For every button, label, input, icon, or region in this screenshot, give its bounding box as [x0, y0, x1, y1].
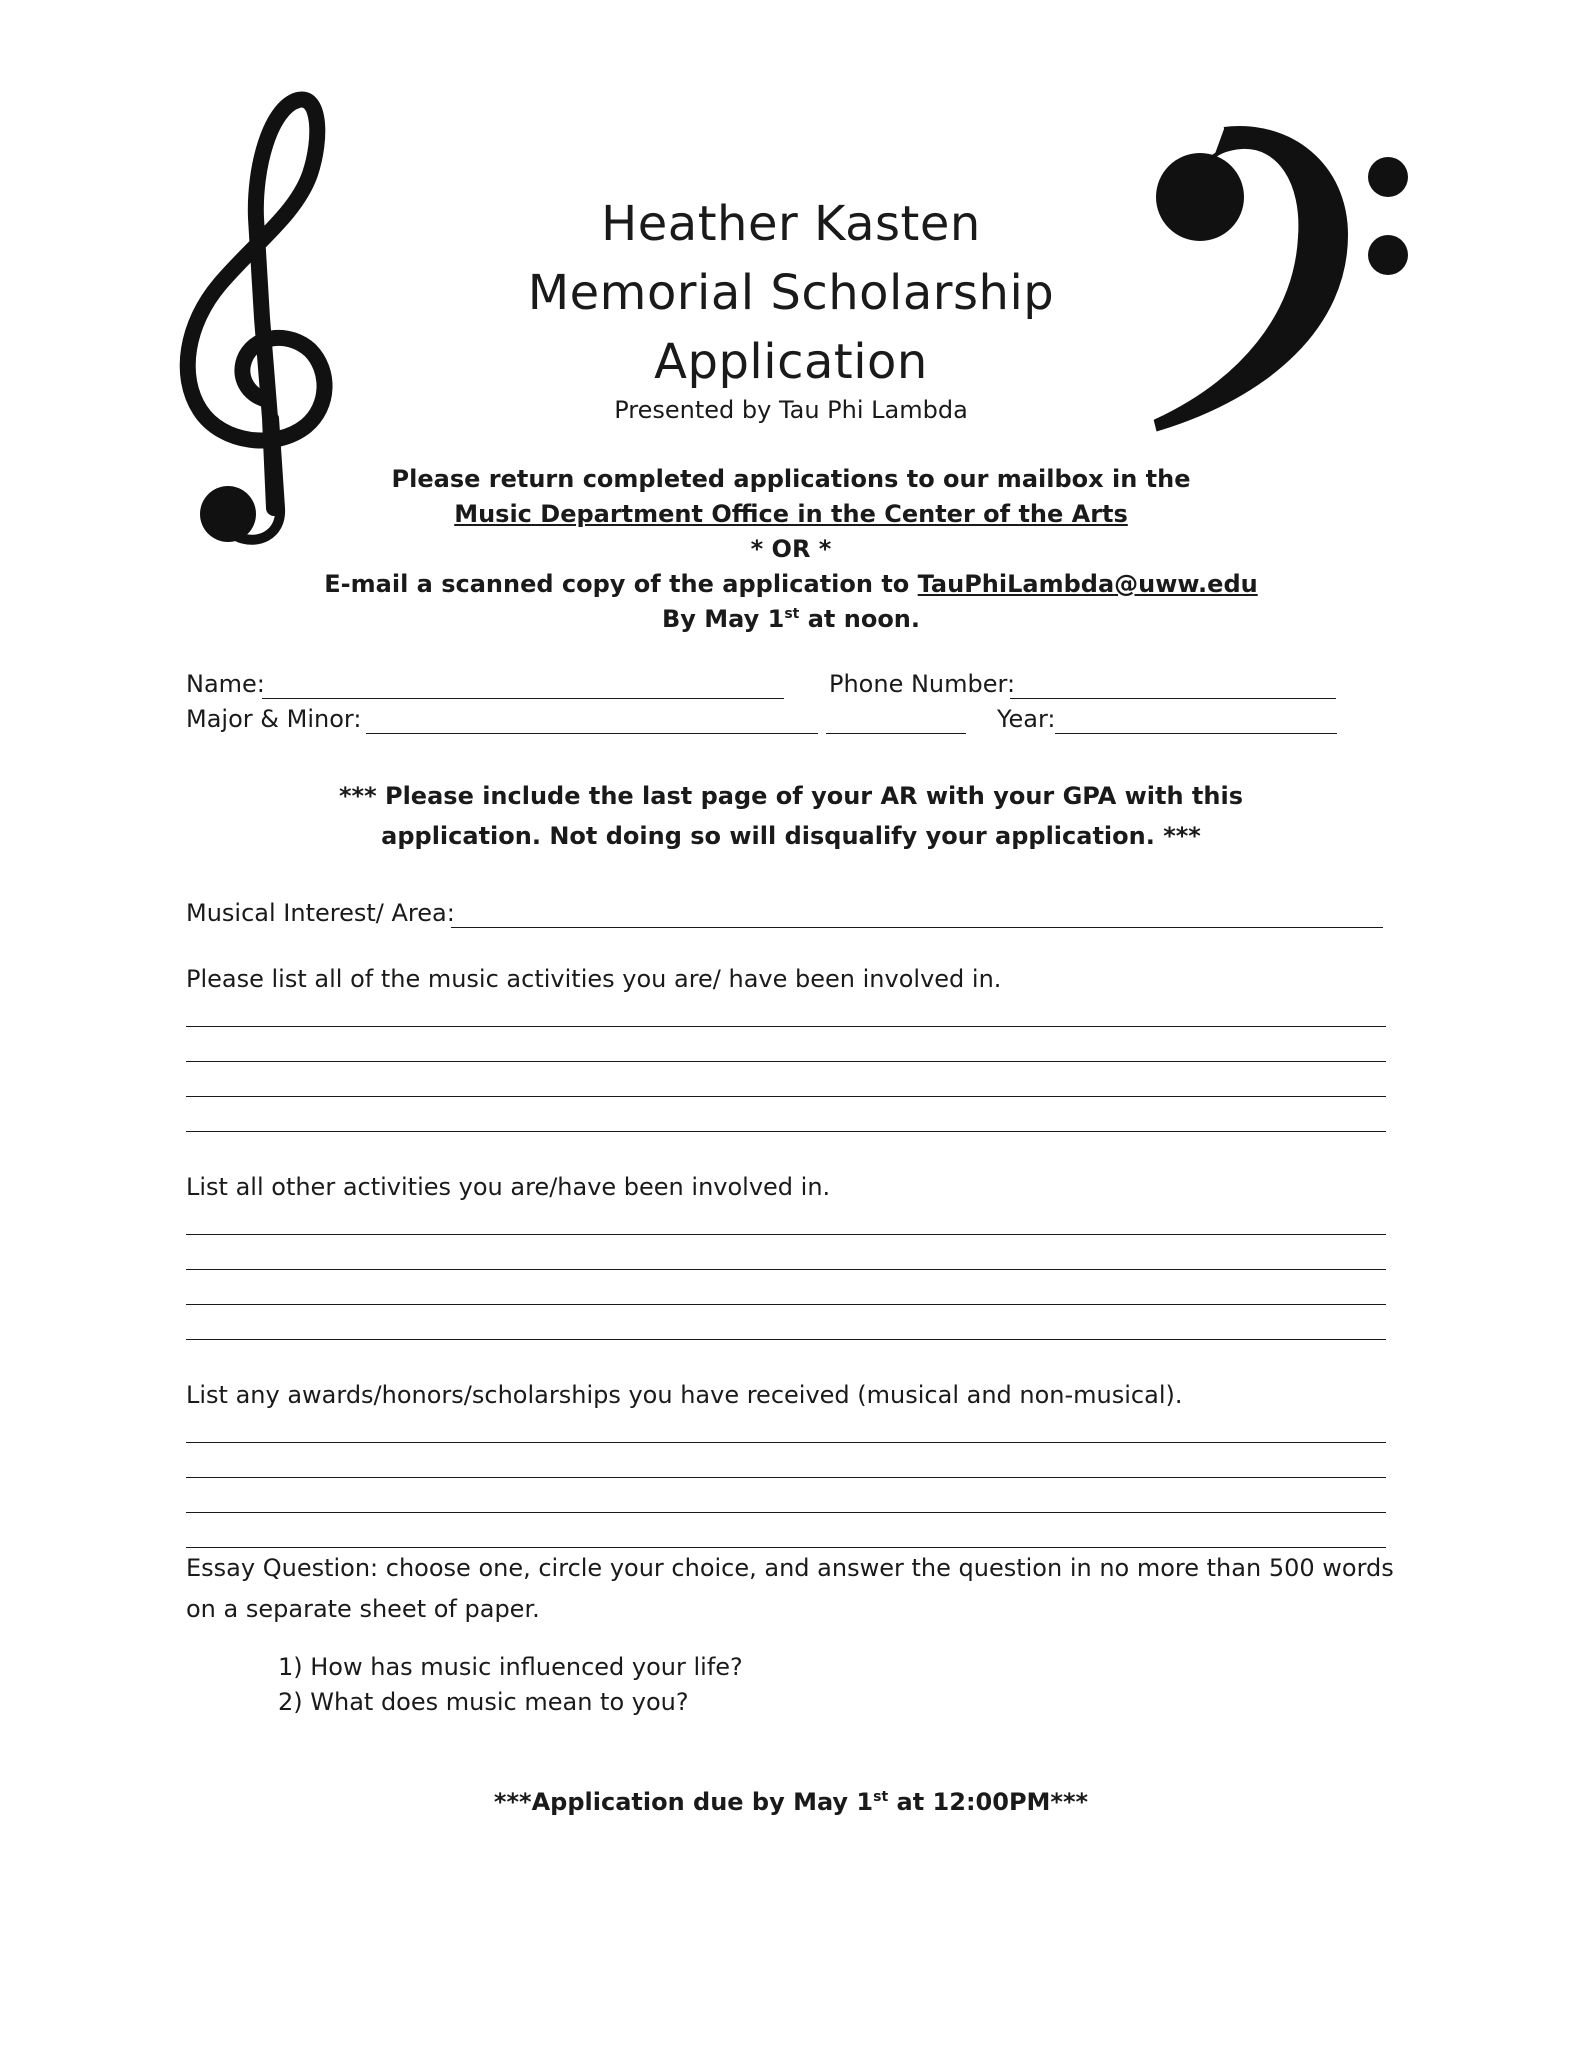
due-prefix: ***Application due by May 1 [493, 1788, 874, 1816]
other-activities-line-4[interactable] [186, 1339, 1386, 1340]
deadline-suffix: at noon. [799, 605, 921, 633]
major-field[interactable] [366, 733, 818, 734]
or-separator: * OR * [750, 535, 832, 563]
instruction-line-1: Please return completed applications to our mailbox in the [391, 465, 1191, 493]
gpa-notice [291, 776, 1291, 856]
instruction-line-4 [291, 567, 1291, 602]
office-location: Music Department Office in the Center of the Arts [454, 500, 1128, 528]
musical-interest-field[interactable] [451, 927, 1383, 928]
phone-label: Phone Number: [829, 670, 1016, 698]
awards-prompt: List any awards/honors/scholarships you have received (musical and non-musical). [186, 1381, 1183, 1409]
phone-field[interactable] [1010, 698, 1336, 699]
essay-options [278, 1650, 743, 1720]
minor-field[interactable] [826, 733, 966, 734]
title-line-3: Application [654, 334, 928, 390]
music-activities-line-2[interactable] [186, 1061, 1386, 1062]
submission-instructions [291, 462, 1291, 637]
title-block [391, 190, 1191, 425]
musical-interest-label: Musical Interest/ Area: [186, 899, 455, 927]
music-activities-prompt: Please list all of the music activities you are/ have been involved in. [186, 965, 1002, 993]
gpa-notice-line-2: application. Not doing so will disqualify your application. *** [381, 822, 1201, 850]
email-prefix: E-mail a scanned copy of the application to [324, 570, 918, 598]
other-activities-line-3[interactable] [186, 1304, 1386, 1305]
major-minor-label: Major & Minor: [186, 705, 362, 733]
other-activities-line-2[interactable] [186, 1269, 1386, 1270]
year-field[interactable] [1055, 733, 1337, 734]
title-line-2: Memorial Scholarship [527, 265, 1055, 321]
music-activities-line-3[interactable] [186, 1096, 1386, 1097]
email-link[interactable]: TauPhiLambda@uww.edu [917, 570, 1258, 598]
due-suffix: at 12:00PM*** [888, 1788, 1089, 1816]
deadline-sup: st [784, 606, 800, 622]
due-sup: st [873, 1789, 889, 1805]
deadline-line [291, 602, 1291, 637]
essay-option-2[interactable]: 2) What does music mean to you? [278, 1688, 689, 1716]
subtitle: Presented by Tau Phi Lambda [614, 396, 968, 424]
other-activities-prompt: List all other activities you are/have been involved in. [186, 1173, 831, 1201]
year-label: Year: [997, 705, 1056, 733]
music-activities-line-1[interactable] [186, 1026, 1386, 1027]
awards-line-3[interactable] [186, 1512, 1386, 1513]
deadline-prefix: By May 1 [661, 605, 785, 633]
essay-option-1[interactable]: 1) How has music influenced your life? [278, 1653, 743, 1681]
gpa-notice-line-1: *** Please include the last page of your AR with your GPA with this [338, 782, 1244, 810]
name-label: Name: [186, 670, 265, 698]
name-field[interactable] [262, 698, 784, 699]
awards-line-2[interactable] [186, 1477, 1386, 1478]
essay-question [186, 1548, 1406, 1630]
other-activities-line-1[interactable] [186, 1234, 1386, 1235]
due-notice [291, 1786, 1291, 1818]
music-activities-line-4[interactable] [186, 1131, 1386, 1132]
essay-question-text: Essay Question: choose one, circle your choice, and answer the question in no more than 500 words on a separate sheet of paper. [186, 1554, 1394, 1623]
title-line-1: Heather Kasten [601, 196, 981, 252]
awards-line-1[interactable] [186, 1442, 1386, 1443]
